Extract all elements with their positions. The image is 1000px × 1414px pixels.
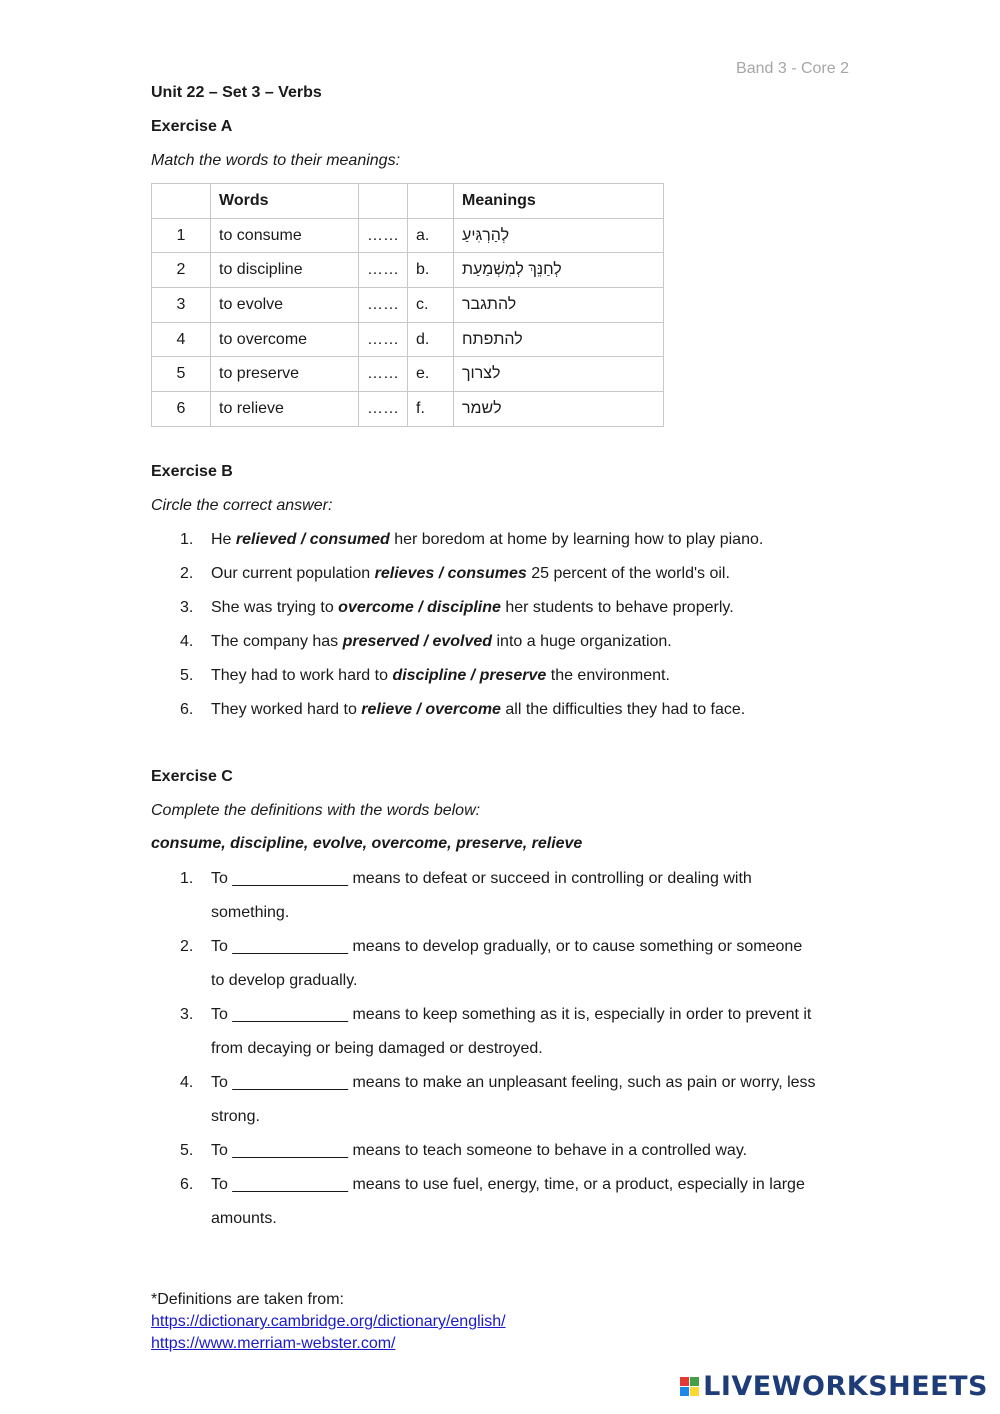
item-number: 6. bbox=[180, 1176, 194, 1193]
answer-blank[interactable]: …… bbox=[359, 392, 408, 427]
answer-blank[interactable]: …… bbox=[359, 322, 408, 357]
item-text-pre: They worked hard to bbox=[211, 701, 362, 718]
footer-sources bbox=[151, 1289, 506, 1355]
definition-line-1: To _____________ means to develop gradually, or to cause something or someone bbox=[211, 938, 803, 955]
row-number: 2 bbox=[152, 253, 211, 288]
brand-name: LIVEWORKSHEETS bbox=[703, 1371, 988, 1402]
col-words-header: Words bbox=[211, 184, 359, 219]
item-text-post: all the difficulties they had to face. bbox=[500, 701, 746, 718]
row-letter: e. bbox=[408, 357, 454, 392]
definition-line-1: To _____________ means to teach someone to behave in a controlled way. bbox=[211, 1142, 748, 1159]
exercise-c-heading: Exercise C bbox=[151, 768, 233, 785]
list-item bbox=[180, 625, 860, 659]
table-row bbox=[152, 253, 664, 288]
row-word: to discipline bbox=[211, 253, 359, 288]
list-item bbox=[180, 1168, 860, 1236]
table-row bbox=[152, 392, 664, 427]
exercise-c-instruction: Complete the definitions with the words below: bbox=[151, 802, 481, 819]
list-item bbox=[180, 659, 860, 693]
exercise-a-heading: Exercise A bbox=[151, 118, 233, 135]
row-number: 5 bbox=[152, 357, 211, 392]
row-letter: a. bbox=[408, 218, 454, 253]
definition-line-1: To _____________ means to use fuel, energy, time, or a product, especially in large bbox=[211, 1176, 805, 1193]
list-item bbox=[180, 862, 860, 930]
item-text-post: the environment. bbox=[546, 667, 670, 684]
row-meaning: לצרוך bbox=[462, 365, 501, 383]
definition-line-2: to develop gradually. bbox=[211, 972, 358, 989]
item-text-pre: The company has bbox=[211, 633, 343, 650]
page-title: Unit 22 – Set 3 – Verbs bbox=[151, 84, 322, 101]
item-text-pre: Our current population bbox=[211, 565, 375, 582]
definition-line-2: something. bbox=[211, 904, 290, 921]
item-number: 1. bbox=[180, 531, 194, 548]
list-item bbox=[180, 930, 860, 998]
item-text-post: her students to behave properly. bbox=[500, 599, 734, 616]
exercise-a-instruction: Match the words to their meanings: bbox=[151, 152, 401, 169]
item-text-post: her boredom at home by learning how to play piano. bbox=[389, 531, 764, 548]
exercise-c-list bbox=[180, 862, 860, 1236]
answer-choice[interactable]: relieved / consumed bbox=[235, 531, 390, 548]
row-meaning: להתגבר bbox=[462, 295, 517, 313]
list-item bbox=[180, 1066, 860, 1134]
table-row bbox=[152, 288, 664, 323]
row-meaning: לְהַרְגִּיעַ bbox=[462, 226, 510, 244]
col-meanings-header: Meanings bbox=[454, 184, 664, 219]
row-letter: c. bbox=[408, 288, 454, 323]
answer-blank[interactable]: …… bbox=[359, 253, 408, 288]
matching-table bbox=[151, 183, 664, 427]
list-item bbox=[180, 1134, 860, 1168]
item-number: 2. bbox=[180, 938, 194, 955]
row-letter: d. bbox=[408, 322, 454, 357]
answer-choice[interactable]: relieves / consumes bbox=[374, 565, 527, 582]
table-header-row bbox=[152, 184, 664, 219]
definition-line-2: strong. bbox=[211, 1108, 260, 1125]
row-number: 6 bbox=[152, 392, 211, 427]
row-number: 4 bbox=[152, 322, 211, 357]
row-meaning: לְחַנֵּךְ לְמִשְׁמַעַת bbox=[462, 261, 562, 279]
row-number: 1 bbox=[152, 218, 211, 253]
row-word: to preserve bbox=[211, 357, 359, 392]
definition-line-2: amounts. bbox=[211, 1210, 277, 1227]
table-row bbox=[152, 322, 664, 357]
item-number: 1. bbox=[180, 870, 194, 887]
list-item bbox=[180, 557, 860, 591]
row-letter: b. bbox=[408, 253, 454, 288]
definition-line-1: To _____________ means to make an unpleasant feeling, such as pain or worry, less bbox=[211, 1074, 816, 1091]
answer-choice[interactable]: relieve / overcome bbox=[361, 701, 501, 718]
item-text-pre: She was trying to bbox=[211, 599, 339, 616]
table-row bbox=[152, 357, 664, 392]
row-letter: f. bbox=[408, 392, 454, 427]
answer-blank[interactable]: …… bbox=[359, 357, 408, 392]
answer-blank[interactable]: …… bbox=[359, 218, 408, 253]
table-row bbox=[152, 218, 664, 253]
item-number: 4. bbox=[180, 1074, 194, 1091]
item-number: 4. bbox=[180, 633, 194, 650]
row-word: to relieve bbox=[211, 392, 359, 427]
item-text-pre: He bbox=[211, 531, 236, 548]
list-item bbox=[180, 591, 860, 625]
item-number: 2. bbox=[180, 565, 194, 582]
item-number: 5. bbox=[180, 667, 194, 684]
row-word: to overcome bbox=[211, 322, 359, 357]
liveworksheets-logo-icon bbox=[680, 1377, 699, 1396]
exercise-b-heading: Exercise B bbox=[151, 463, 233, 480]
definition-line-1: To _____________ means to defeat or succeed in controlling or dealing with bbox=[211, 870, 752, 887]
item-number: 3. bbox=[180, 1006, 194, 1023]
list-item bbox=[180, 998, 860, 1066]
cambridge-link[interactable]: https://dictionary.cambridge.org/dictionary/english/ bbox=[151, 1313, 506, 1330]
row-word: to consume bbox=[211, 218, 359, 253]
row-meaning: לשמר bbox=[462, 399, 502, 417]
list-item bbox=[180, 693, 860, 727]
row-meaning: להתפתח bbox=[462, 330, 523, 348]
item-text-post: 25 percent of the world's oil. bbox=[526, 565, 730, 582]
exercise-b-instruction: Circle the correct answer: bbox=[151, 497, 333, 514]
liveworksheets-brand bbox=[680, 1371, 988, 1402]
answer-choice[interactable]: preserved / evolved bbox=[342, 633, 493, 650]
definition-line-1: To _____________ means to keep something as it is, especially in order to prevent it bbox=[211, 1006, 812, 1023]
row-number: 3 bbox=[152, 288, 211, 323]
definition-line-2: from decaying or being damaged or destroyed. bbox=[211, 1040, 543, 1057]
band-label: Band 3 - Core 2 bbox=[736, 60, 849, 77]
exercise-b-list bbox=[180, 523, 860, 727]
item-number: 5. bbox=[180, 1142, 194, 1159]
list-item bbox=[180, 523, 860, 557]
answer-choice[interactable]: discipline / preserve bbox=[392, 667, 547, 684]
item-number: 6. bbox=[180, 701, 194, 718]
item-number: 3. bbox=[180, 599, 194, 616]
item-text-post: into a huge organization. bbox=[492, 633, 672, 650]
row-word: to evolve bbox=[211, 288, 359, 323]
merriam-webster-link[interactable]: https://www.merriam-webster.com/ bbox=[151, 1335, 396, 1352]
item-text-pre: They had to work hard to bbox=[211, 667, 393, 684]
answer-blank[interactable]: …… bbox=[359, 288, 408, 323]
word-bank: consume, discipline, evolve, overcome, preserve, relieve bbox=[151, 835, 583, 852]
footer-note: *Definitions are taken from: bbox=[151, 1291, 344, 1308]
answer-choice[interactable]: overcome / discipline bbox=[338, 599, 501, 616]
